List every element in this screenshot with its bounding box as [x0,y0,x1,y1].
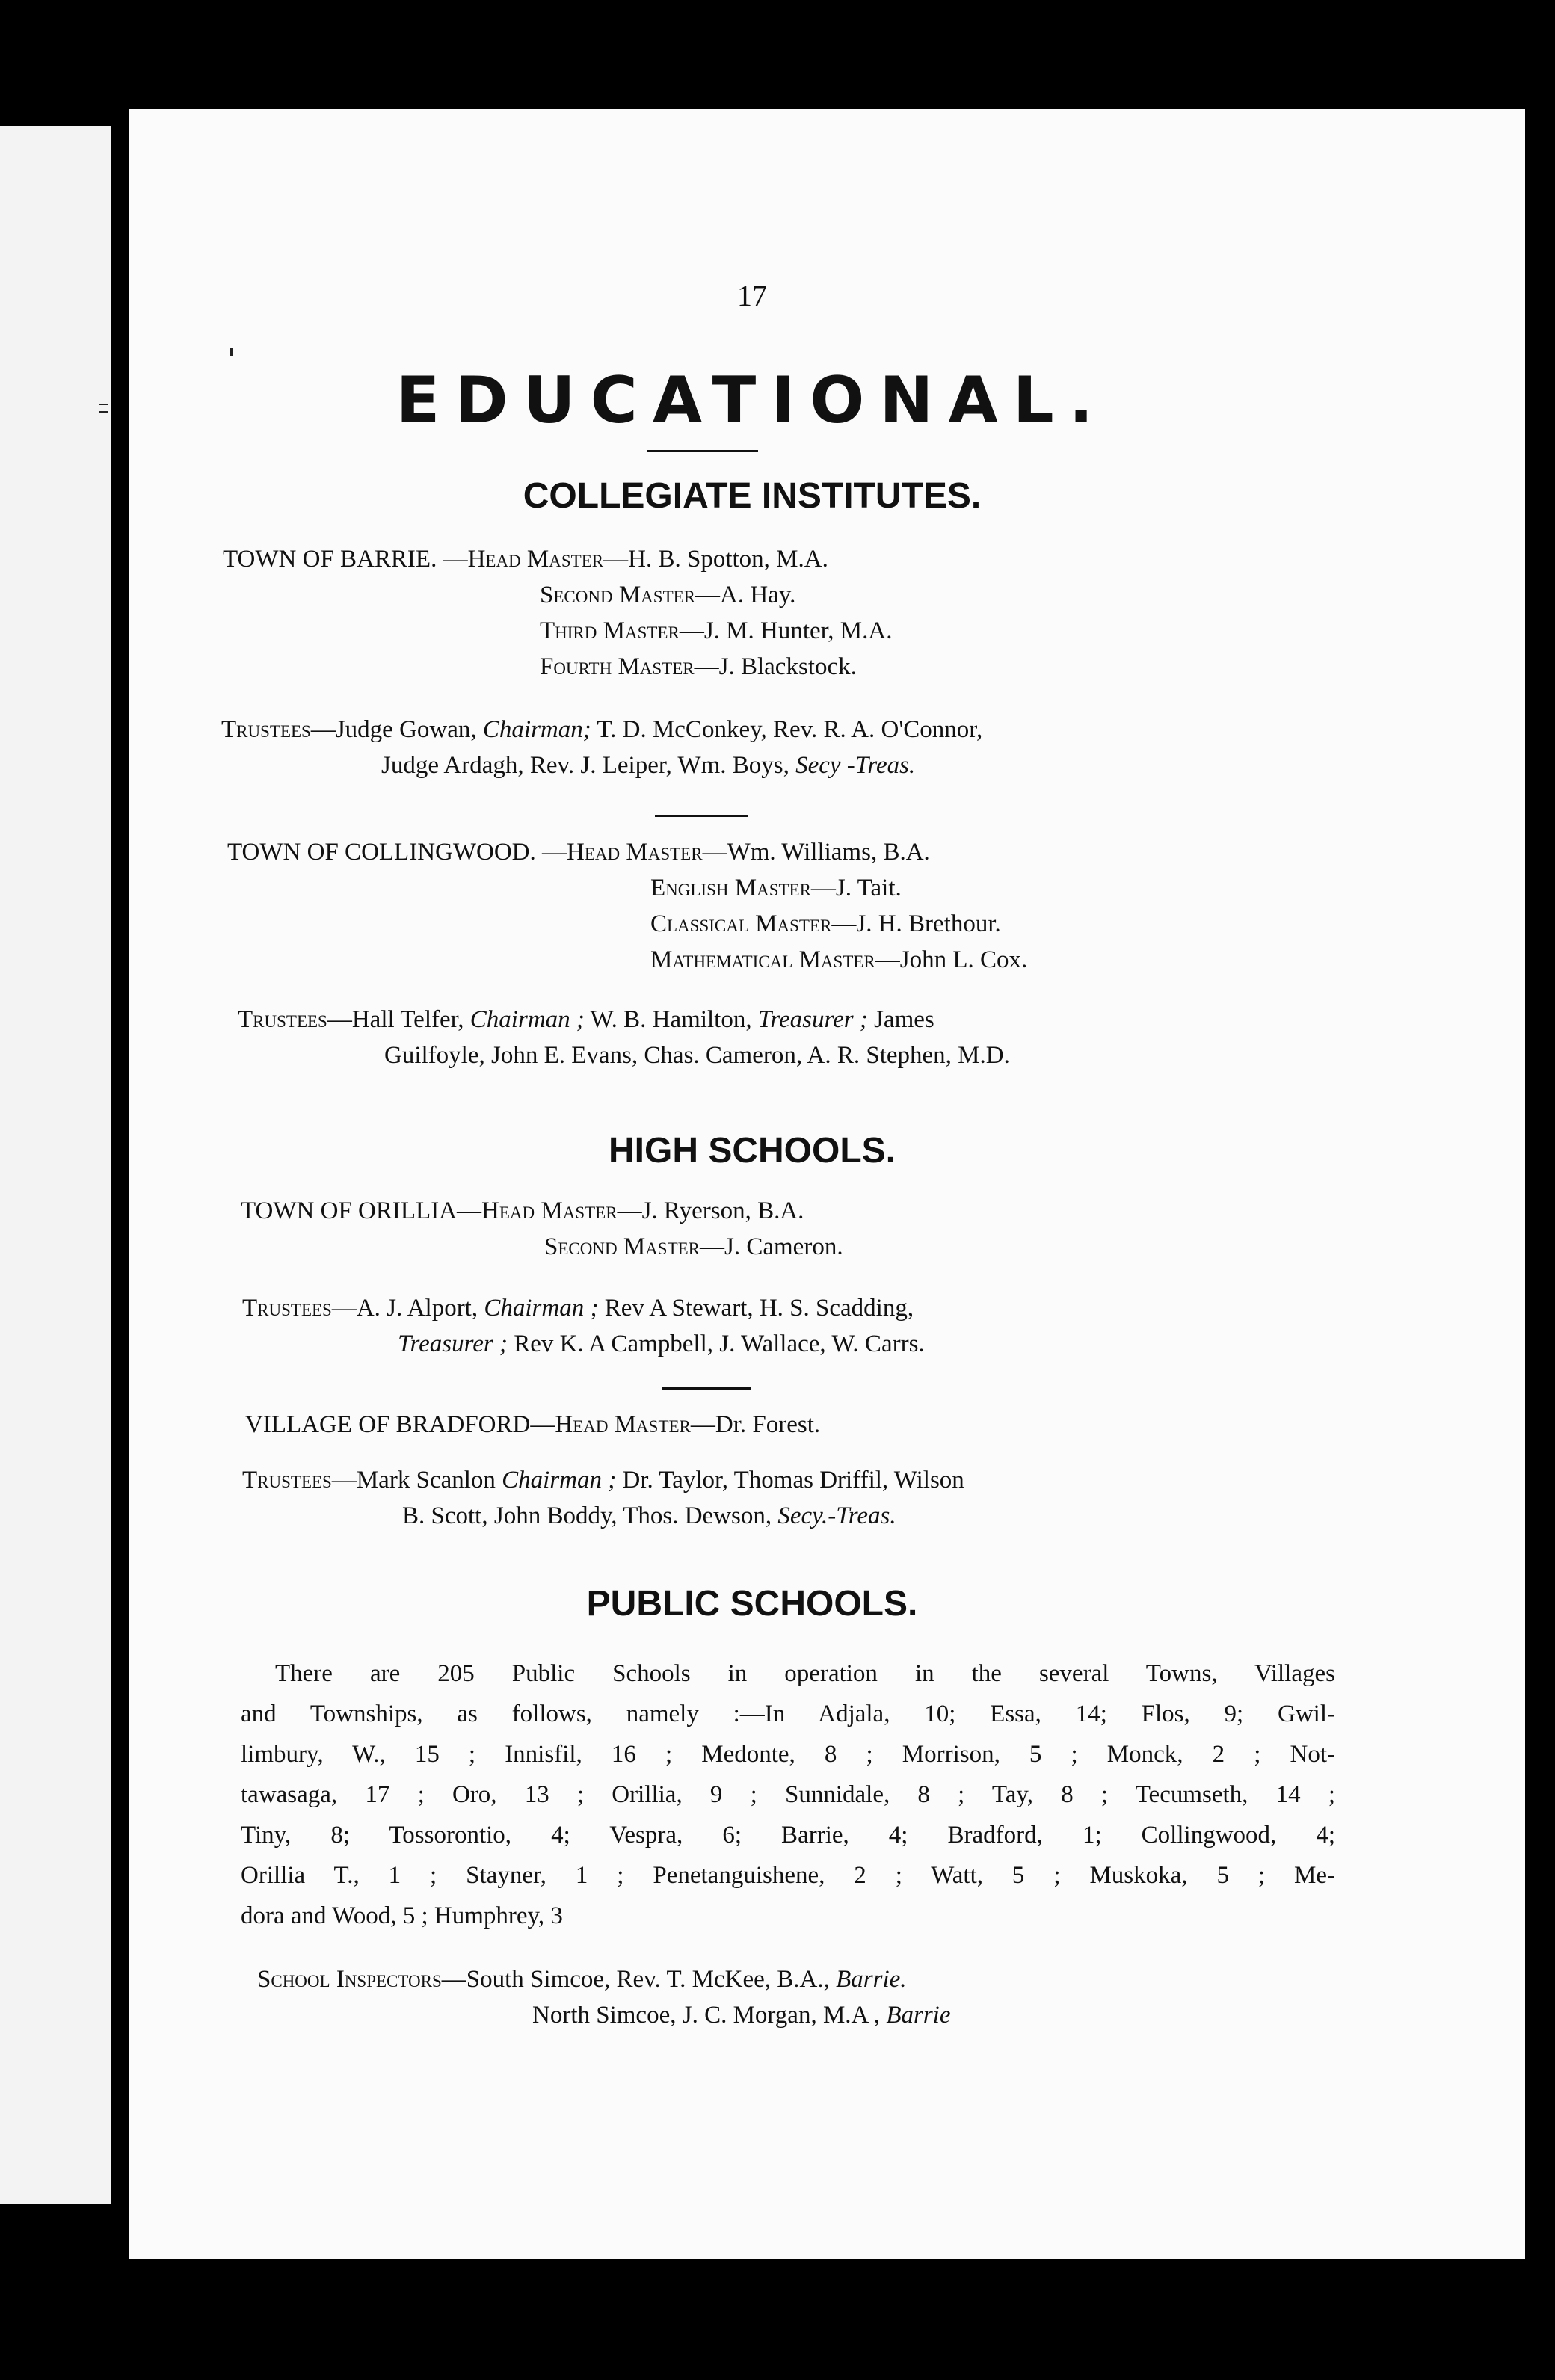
paragraph-line: Tiny, 8; Tossorontio, 4; Vespra, 6; Barrie, 4; Bradford, 1; Collingwood, 4; [241,1822,1335,1849]
trustee-names: Guilfoyle, John E. Evans, Chas. Cameron, A. R. Stephen, M.D. [384,1042,1010,1069]
chairman-label: Chairman ; [469,1006,585,1033]
bradford-head-line: VILLAGE OF BRADFORD—Head Master—Dr. Forest. [245,1411,821,1438]
trustee-names: Rev K. A Campbell, J. Wallace, W. Carrs. [514,1331,925,1357]
page-number: 17 [737,279,767,312]
staff-name: J. M. Hunter, M.A. [703,617,893,644]
staff-line: English Master—J. Tait. [650,875,902,901]
staff-role: Head Master [555,1411,691,1438]
barrie-head-line: TOWN OF BARRIE. —Head Master—H. B. Spotton, M.A. [223,546,828,573]
staff-role: Head Master [567,839,703,866]
staff-role: Classical Master [650,910,832,937]
paragraph-line: dora and Wood, 5 ; Humphrey, 3 [241,1902,563,1929]
trustees-line: Trustees—Judge Gowan, Chairman; T. D. McConkey, Rev. R. A. O'Connor, [221,716,983,743]
trustees-line [384,1042,1010,1070]
inspectors-label: School Inspectors [257,1966,442,1993]
trustee-names: Judge Gowan, [335,716,477,743]
trustees-line [402,1502,896,1530]
staff-role: Fourth Master [540,653,695,680]
staff-role: Head Master [481,1197,618,1224]
section-heading-collegiate: COLLEGIATE INSTITUTES. [523,476,982,516]
trustee-names: T. D. McConkey, Rev. R. A. O'Connor, [597,716,983,743]
trustees-label: Trustees [238,1006,327,1033]
staff-line: Second Master—J. Cameron. [544,1233,843,1260]
paragraph-line: There are 205 Public Schools in operation in the several Towns, Villages [275,1660,1335,1687]
staff-name: J. Cameron. [724,1233,843,1260]
paragraph-line: Orillia T., 1 ; Stayner, 1 ; Penetanguishene, 2 ; Watt, 5 ; Muskoka, 5 ; Me- [241,1862,1335,1889]
inspector-town: Barrie. [836,1966,907,1993]
left-page-edge [0,126,111,2204]
trustees-label: Trustees [242,1295,332,1322]
inspectors-line: School Inspectors—South Simcoe, Rev. T. McKee, B.A., Barrie. [257,1966,907,1993]
staff-line: Classical Master—J. H. Brethour. [650,910,1001,937]
paragraph-line: tawasaga, 17 ; Oro, 13 ; Orillia, 9 ; Sunnidale, 8 ; Tay, 8 ; Tecumseth, 14 ; [241,1781,1335,1808]
staff-name: Dr. Forest. [715,1411,821,1438]
inspector-town: Barrie [886,2002,951,2029]
trustee-names: A. J. Alport, [356,1295,478,1322]
staff-line: Mathematical Master—John L. Cox. [650,946,1028,973]
staff-name: H. B. Spotton, M.A. [628,546,828,573]
trustee-names: Mark Scanlon [356,1467,496,1493]
page-edge-mark [99,404,108,413]
chairman-label: Chairman ; [484,1295,599,1322]
trustee-names: Rev A Stewart, H. S. Scadding, [604,1295,914,1322]
treasurer-label: Treasurer ; [757,1006,868,1033]
secretary-label: Secy.-Treas. [778,1502,896,1529]
staff-name: Wm. Williams, B.A. [727,839,930,866]
trustee-names: James [874,1006,934,1033]
staff-name: John L. Cox. [899,946,1028,973]
inspector-entry: North Simcoe, J. C. Morgan, M.A , [532,2002,881,2029]
trustee-names: B. Scott, John Boddy, Thos. Dewson, [402,1502,772,1529]
secretary-label: Secy -Treas. [795,752,916,779]
divider-rule [662,1387,751,1390]
trustees-line: Trustees—Mark Scanlon Chairman ; Dr. Taylor, Thomas Driffil, Wilson [242,1467,964,1493]
document-page [129,109,1525,2259]
trustees-label: Trustees [221,716,311,743]
staff-line: Fourth Master—J. Blackstock. [540,653,857,680]
section-heading-public: PUBLIC SCHOOLS. [586,1584,918,1624]
place-name: TOWN OF COLLINGWOOD. [227,839,536,866]
inspectors-line [532,2002,950,2029]
public-schools-paragraph [241,1653,1335,1936]
divider-rule [655,815,748,817]
staff-name: J. Ryerson, B.A. [641,1197,804,1224]
chairman-label: Chairman; [482,716,591,743]
chairman-label: Chairman ; [502,1467,617,1493]
trustees-label: Trustees [242,1467,332,1493]
trustees-line: Trustees—Hall Telfer, Chairman ; W. B. Hamilton, Treasurer ; James [238,1006,934,1033]
place-name: TOWN OF ORILLIA [241,1197,458,1224]
paragraph-line: limbury, W., 15 ; Innisfil, 16 ; Medonte, 8 ; Morrison, 5 ; Monck, 2 ; Not- [241,1741,1335,1768]
staff-name: J. H. Brethour. [856,910,1001,937]
staff-role: Third Master [540,617,680,644]
staff-name: J. Blackstock. [718,653,857,680]
place-name: TOWN OF BARRIE. [223,546,437,573]
staff-line: Second Master—A. Hay. [540,582,796,608]
divider-rule [647,450,758,452]
trustee-names: Judge Ardagh, Rev. J. Leiper, Wm. Boys, [381,752,789,779]
collingwood-head-line: TOWN OF COLLINGWOOD. —Head Master—Wm. Williams, B.A. [227,839,930,866]
staff-name: J. Tait. [835,875,902,901]
trustees-line: Trustees—A. J. Alport, Chairman ; Rev A Stewart, H. S. Scadding, [242,1295,914,1322]
section-heading-high: HIGH SCHOOLS. [608,1131,896,1171]
place-name: VILLAGE OF BRADFORD [245,1411,531,1438]
page-title: EDUCATIONAL. [395,363,1109,438]
trustee-names: W. B. Hamilton, [590,1006,752,1033]
staff-name: A. Hay. [720,582,796,608]
staff-role: English Master [650,875,811,901]
staff-role: Mathematical Master [650,946,875,973]
orillia-head-line: TOWN OF ORILLIA—Head Master—J. Ryerson, B.A. [241,1197,804,1224]
staff-role: Second Master [544,1233,700,1260]
trustees-line [381,752,915,780]
ink-mark [230,348,233,356]
trustee-names: Dr. Taylor, Thomas Driffil, Wilson [622,1467,964,1493]
staff-role: Second Master [540,582,696,608]
staff-role: Head Master [467,546,604,573]
inspector-entry: South Simcoe, Rev. T. McKee, B.A., [466,1966,830,1993]
trustee-names: Hall Telfer, [351,1006,464,1033]
paragraph-line: and Townships, as follows, namely :—In Adjala, 10; Essa, 14; Flos, 9; Gwil- [241,1701,1335,1727]
treasurer-label: Treasurer ; [398,1331,508,1357]
staff-line: Third Master—J. M. Hunter, M.A. [540,617,893,644]
trustees-line [398,1331,925,1358]
